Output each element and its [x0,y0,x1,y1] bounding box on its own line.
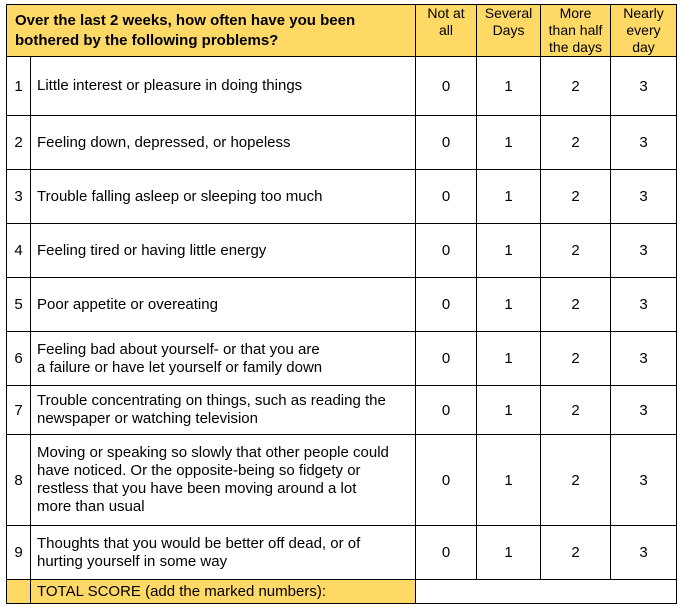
item-number: 3 [7,170,31,224]
score-not-at-all[interactable]: 0 [416,332,477,386]
item-text [31,526,416,580]
item-text [31,170,416,224]
question-row-2 [7,116,677,170]
score-more-than-half[interactable]: 2 [541,278,611,332]
question-header [7,5,416,57]
score-several-days[interactable]: 1 [477,57,541,116]
column-header-line: Not at [427,5,465,21]
item-text-line: Thoughts that you would be better off dead, or of [37,534,361,552]
score-nearly-every-day[interactable]: 3 [611,116,677,170]
score-more-than-half[interactable]: 2 [541,386,611,435]
column-header-line [477,39,540,56]
item-text [31,435,416,526]
item-text-line: have noticed. Or the opposite-being so fidgety or [37,462,361,479]
item-text-line: newspaper or watching television [37,410,258,427]
item-text-line: Feeling bad about yourself- or that you are [37,340,320,358]
score-more-than-half[interactable]: 2 [541,224,611,278]
item-text-line: more than usual [37,498,145,515]
item-text-line: Little interest or pleasure in doing things [37,77,303,94]
score-nearly-every-day[interactable]: 3 [611,386,677,435]
item-text-line: restless that you have been moving around a lot [37,480,357,497]
score-not-at-all[interactable]: 0 [416,116,477,170]
score-not-at-all[interactable]: 0 [416,435,477,526]
score-more-than-half[interactable]: 2 [541,435,611,526]
score-several-days[interactable]: 1 [477,386,541,435]
question-row-1 [7,57,677,116]
item-number: 4 [7,224,31,278]
score-more-than-half[interactable]: 2 [541,526,611,580]
item-text [31,332,416,386]
item-number: 6 [7,332,31,386]
item-text-line: Feeling down, depressed, or hopeless [37,133,291,151]
phq9-questionnaire-table [6,4,677,604]
total-score-input[interactable] [416,580,677,604]
score-nearly-every-day[interactable]: 3 [611,526,677,580]
score-not-at-all[interactable]: 0 [416,170,477,224]
score-nearly-every-day[interactable]: 3 [611,57,677,116]
item-number: 8 [7,435,31,526]
column-header-line: the days [549,39,602,55]
score-several-days[interactable]: 1 [477,170,541,224]
item-number: 9 [7,526,31,580]
score-more-than-half[interactable]: 2 [541,332,611,386]
item-text [31,57,416,116]
item-text [31,116,416,170]
column-header-line: Several [484,5,533,21]
item-text-line: a failure or have let yourself or family down [37,358,323,376]
question-row-4 [7,224,677,278]
total-score-label: TOTAL SCORE (add the marked numbers): [31,580,416,604]
score-several-days[interactable]: 1 [477,526,541,580]
question-row-5 [7,278,677,332]
column-header-more-than-half [541,5,611,57]
score-nearly-every-day[interactable]: 3 [611,332,677,386]
item-text-line: Feeling tired or having little energy [37,241,267,259]
score-not-at-all[interactable]: 0 [416,278,477,332]
column-header-line: than half [548,22,603,38]
item-text [31,278,416,332]
total-spacer-cell [7,580,31,604]
score-nearly-every-day[interactable]: 3 [611,278,677,332]
header-row [7,5,677,57]
score-not-at-all[interactable]: 0 [416,224,477,278]
score-not-at-all[interactable]: 0 [416,57,477,116]
score-several-days[interactable]: 1 [477,278,541,332]
item-text-line: hurting yourself in some way [37,552,228,570]
item-number: 7 [7,386,31,435]
score-more-than-half[interactable]: 2 [541,57,611,116]
item-text-line: Trouble concentrating on things, such as reading the [37,392,386,409]
score-nearly-every-day[interactable]: 3 [611,170,677,224]
total-score-row [7,580,677,604]
question-row-6 [7,332,677,386]
item-text-line: Poor appetite or overeating [37,295,218,313]
column-header-line [416,39,476,56]
question-row-8 [7,435,677,526]
score-nearly-every-day[interactable]: 3 [611,435,677,526]
item-number: 2 [7,116,31,170]
question-line-2: bothered by the following problems? [15,31,279,49]
column-header-several-days [477,5,541,57]
item-text-line: Moving or speaking so slowly that other people could [37,444,389,461]
score-more-than-half[interactable]: 2 [541,170,611,224]
column-header-line: all [439,22,454,38]
score-not-at-all[interactable]: 0 [416,526,477,580]
score-more-than-half[interactable]: 2 [541,116,611,170]
column-header-line: every [626,22,661,38]
item-text-line: Trouble falling asleep or sleeping too much [37,187,323,205]
item-number: 5 [7,278,31,332]
question-row-9 [7,526,677,580]
column-header-line: Nearly [623,5,664,21]
question-row-7 [7,386,677,435]
column-header-not-at-all [416,5,477,57]
column-header-line: day [632,39,655,55]
column-header-line: More [559,5,592,21]
question-line-1: Over the last 2 weeks, how often have you been [15,11,356,29]
question-row-3 [7,170,677,224]
item-text [31,386,416,435]
score-several-days[interactable]: 1 [477,224,541,278]
column-header-line: Days [492,22,525,38]
score-nearly-every-day[interactable]: 3 [611,224,677,278]
item-number: 1 [7,57,31,116]
score-several-days[interactable]: 1 [477,116,541,170]
score-several-days[interactable]: 1 [477,435,541,526]
score-not-at-all[interactable]: 0 [416,386,477,435]
column-header-nearly-every-day [611,5,677,57]
item-text [31,224,416,278]
score-several-days[interactable]: 1 [477,332,541,386]
